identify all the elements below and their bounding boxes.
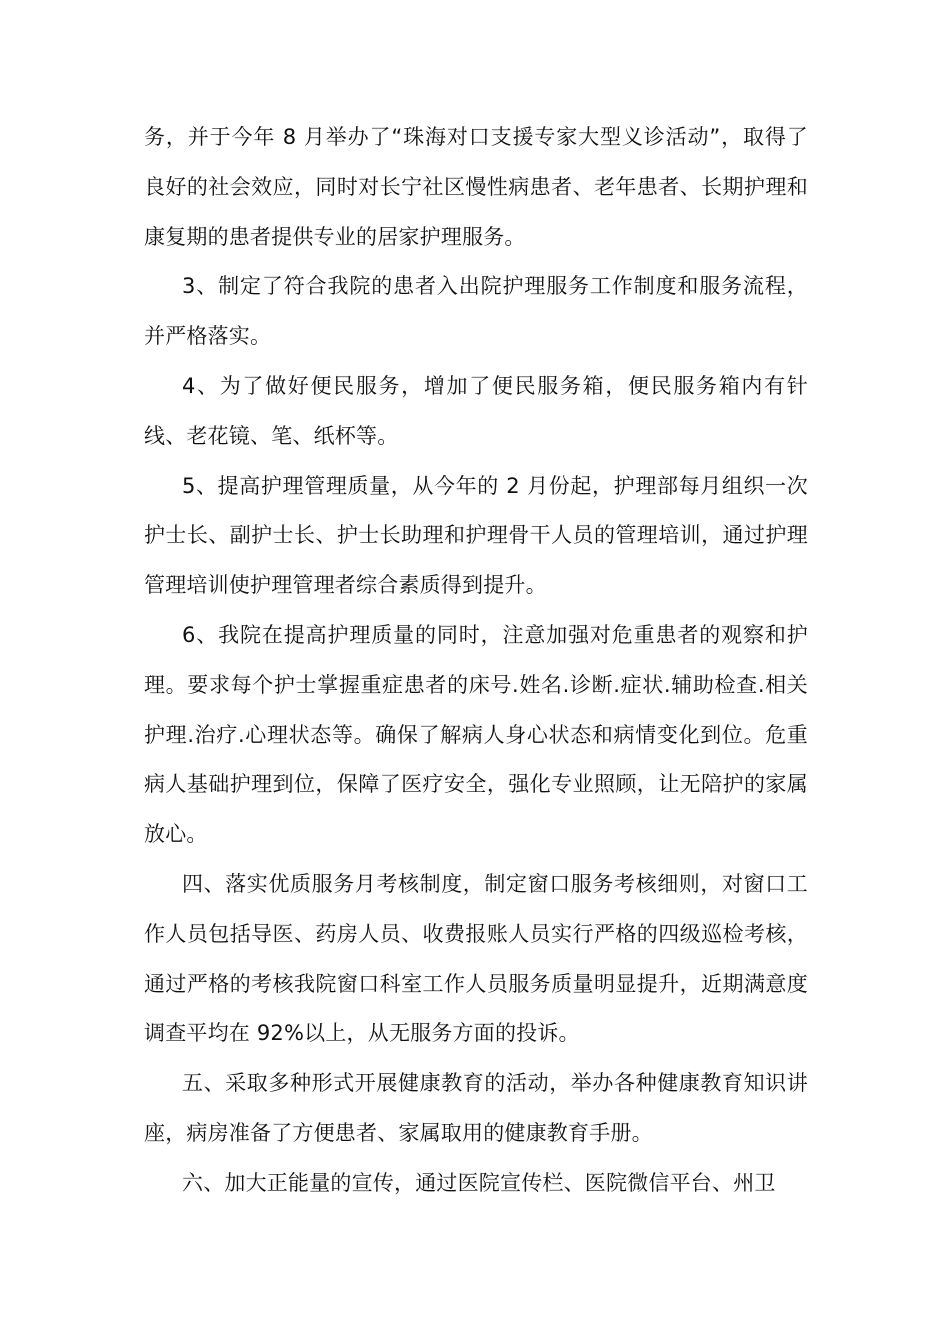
paragraph-7: 五、采取多种形式开展健康教育的活动，举办各种健康教育知识讲座，病房准备了方便患者、家属取用的健康教育手册。: [144, 1071, 808, 1145]
paragraph-1: 务，并于今年 8 月举办了“珠海对口支援专家大型义诊活动”，取得了良好的社会效应，同时对长宁社区慢性病患者、老年患者、长期护理和康复期的患者提供专业的居家护理服务。: [144, 125, 808, 249]
document-body: [144, 113, 808, 1209]
paragraph-4: 5、提高护理管理质量，从今年的 2 月份起，护理部每月组织一次护士长、副护士长、护士长助理和护理骨干人员的管理培训，通过护理管理培训使护理管理者综合素质得到提升。: [144, 473, 808, 598]
paragraph-6: 四、落实优质服务月考核制度，制定窗口服务考核细则，对窗口工作人员包括导医、药房人员、收费报账人员实行严格的四级巡检考核，通过严格的考核我院窗口科室工作人员服务质量明显提升，近期满意度调查平均在 92%以上，从无服务方面的投诉。: [144, 871, 808, 1046]
paragraph-5: 6、我院在提高护理质量的同时，注意加强对危重患者的观察和护理。要求每个护士掌握重症患者的床号.姓名.诊断.症状.辅助检查.相关护理.治疗.心理状态等。确保了解病人身心状态和病情变化到位。危重病人基础护理到位，保障了医疗安全，强化专业照顾，让无陪护的家属放心。: [144, 622, 808, 847]
paragraph-8: 六、加大正能量的宣传，通过医院宣传栏、医院微信平台、州卫: [182, 1170, 776, 1195]
paragraph-2: 3、制定了符合我院的患者入出院护理服务工作制度和服务流程，并严格落实。: [144, 274, 808, 349]
paragraph-3: 4、为了做好便民服务，增加了便民服务箱，便民服务箱内有针线、老花镜、笔、纸杯等。: [144, 373, 808, 448]
